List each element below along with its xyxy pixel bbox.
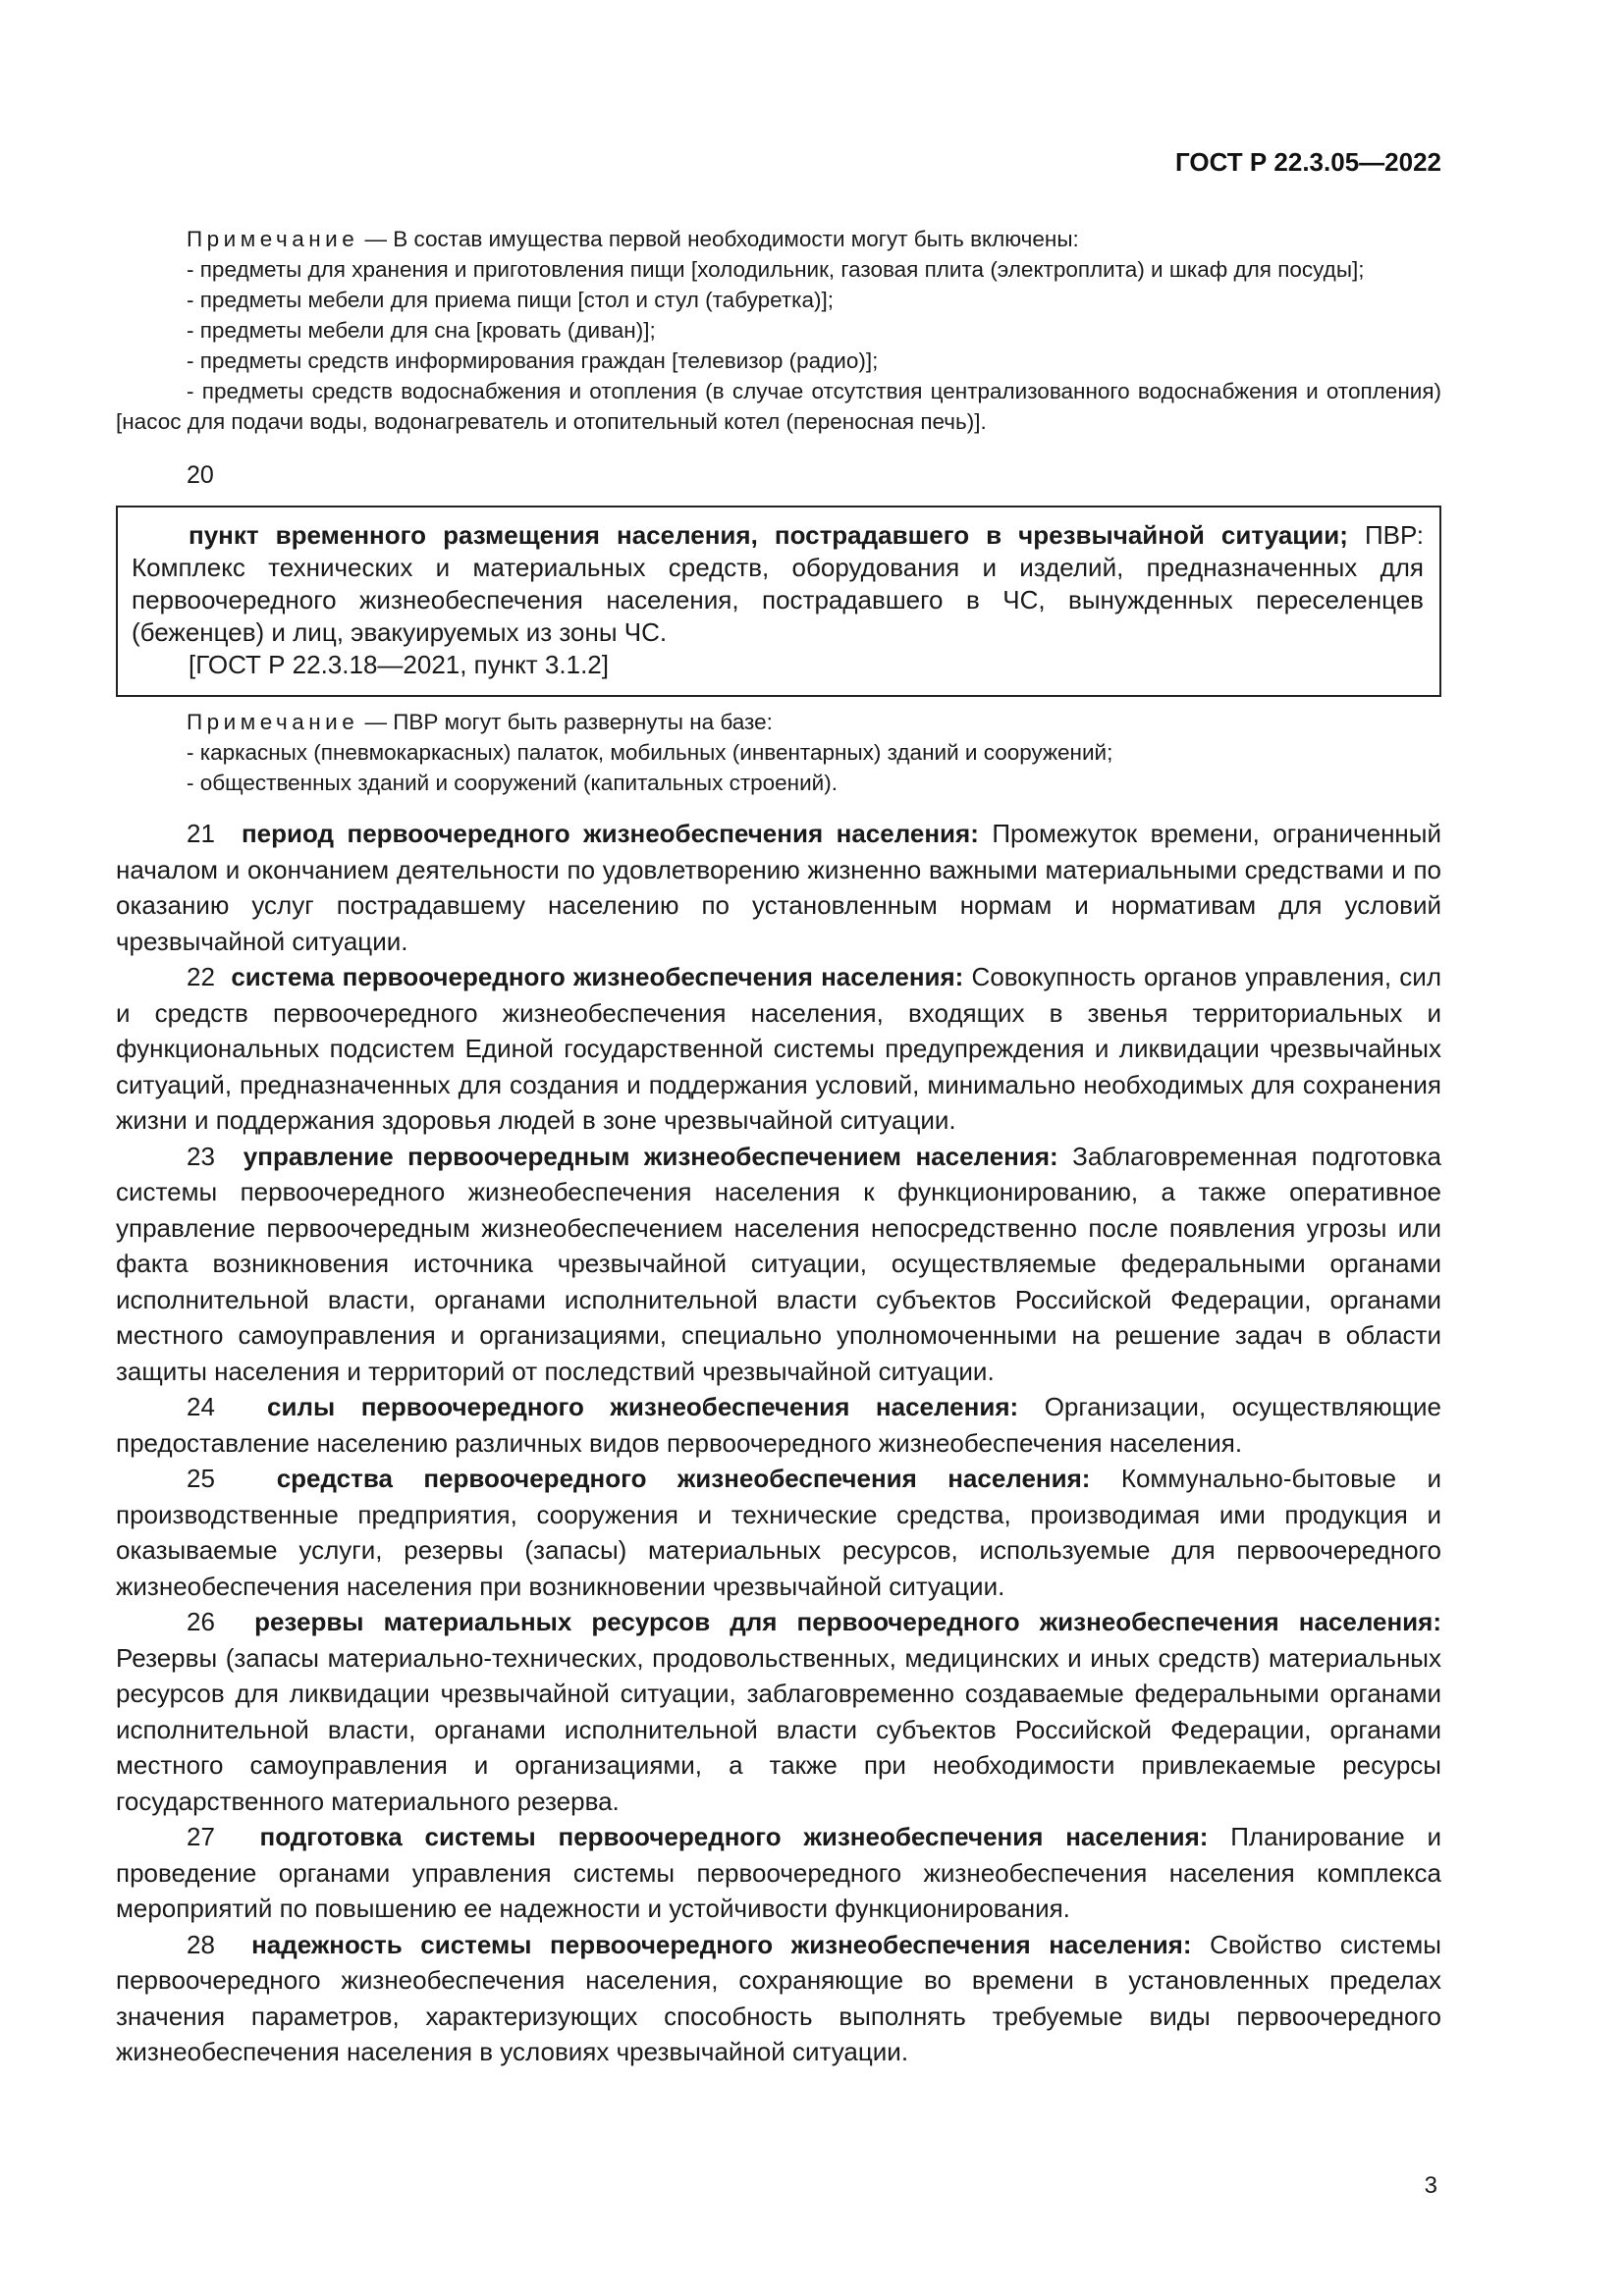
term-27 [116, 1819, 1441, 1927]
term-definition: Организации, осуществляющие предоставление населению различных видов первоочередного жизнеобеспечения населения. [116, 1392, 1441, 1458]
term-21 [116, 816, 1441, 959]
note-1-item: - предметы мебели для сна [кровать (диван)]; [187, 318, 656, 343]
note-1 [116, 224, 1441, 437]
term-number: 23 [187, 1141, 215, 1171]
note-1-item: - предметы мебели для приема пищи [стол и стул (табуретка)]; [187, 288, 835, 312]
term-definition: Резервы (запасы материально-технических, продовольственных, медицинских и иных средств) материальных ресурсов для ликвидации чрезвычайной ситуации, заблаговременно создаваемые федеральными органами исполнительной власти, органами исполнительной власти субъектов Российской Федерации, органами местного самоуправления и организациями, а также при необходимости привлекаемые ресурсы государственного материального резерва. [116, 1642, 1441, 1816]
term-name: резервы материальных ресурсов для первоочередного жизнеобеспечения населения: [254, 1607, 1441, 1636]
definition-box-20 [116, 506, 1441, 697]
term-definition: Коммунально-бытовые и производственные предприятия, сооружения и технические средства, производимая ими продукция и оказываемые услуги, резервы (запасы) материальных ресурсов, используемые для первоочередного жизнеобеспечения населения при возникновении чрезвычайной ситуации. [116, 1464, 1441, 1601]
note-2-item: - общественных зданий и сооружений (капитальных строений). [187, 771, 838, 795]
note-2-intro-text: — ПВР могут быть развернуты на базе: [358, 710, 773, 734]
note-1-item: - предметы средств информирования граждан [телевизор (радио)]; [187, 348, 879, 373]
term-name: надежность системы первоочередного жизнеобеспечения населения: [251, 1929, 1192, 1959]
term-number: 28 [187, 1929, 215, 1959]
term-name: система первоочередного жизнеобеспечения населения: [231, 962, 964, 991]
term-name: средства первоочередного жизнеобеспечения населения: [276, 1464, 1091, 1493]
note-2 [116, 707, 1441, 798]
document-code-header: ГОСТ Р 22.3.05—2022 [1174, 147, 1441, 177]
term-name: силы первоочередного жизнеобеспечения населения: [267, 1392, 1019, 1421]
definition-20-abbr: ПВР: [1347, 520, 1425, 550]
term-name: подготовка системы первоочередного жизнеобеспечения населения: [259, 1822, 1209, 1851]
term-definition: Заблаговременная подготовка системы первоочередного жизнеобеспечения населения к функционированию, а также оперативное управление первоочередным жизнеобеспечением населения непосредственно после появления угрозы или факта возникновения источника чрезвычайной ситуации, осуществляемые федеральными органами исполнительной власти, органами исполнительной власти субъектов Российской Федерации, органами местного самоуправления и организациями, специально уполномоченными на решение задач в области защиты населения и территорий от последствий чрезвычайной ситуации. [116, 1141, 1442, 1386]
page-content [116, 224, 1441, 2070]
term-number: 21 [187, 819, 215, 848]
term-26 [116, 1604, 1441, 1819]
note-1-intro [116, 224, 1441, 254]
note-2-item: - каркасных (пневмокаркасных) палаток, мобильных (инвентарных) зданий и сооружений; [187, 740, 1113, 765]
term-name: управление первоочередным жизнеобеспечением населения: [243, 1141, 1058, 1171]
term-22 [116, 959, 1441, 1139]
item-20-number: 20 [187, 461, 214, 489]
term-number: 24 [187, 1392, 215, 1421]
note-2-intro [116, 707, 1441, 737]
term-definition: Планирование и проведение органами управления системы первоочередного жизнеобеспечения населения комплекса мероприятий по повышению ее надежности и устойчивости функционирования. [116, 1822, 1441, 1923]
term-number: 27 [187, 1822, 215, 1851]
term-23 [116, 1139, 1441, 1390]
term-name: период первоочередного жизнеобеспечения населения: [241, 819, 979, 848]
term-number: 25 [187, 1464, 215, 1493]
page-number: 3 [1424, 2172, 1437, 2199]
note-1-intro-text: — В состав имущества первой необходимости могут быть включены: [358, 227, 1079, 251]
term-25 [116, 1461, 1441, 1604]
term-28 [116, 1927, 1441, 2070]
term-definition: Совокупность органов управления, сил и средств первоочередного жизнеобеспечения населения, входящих в звенья территориальных и функциональных подсистем Единой государственной системы предупреждения и ликвидации чрезвычайных ситуаций, предназначенных для создания и поддержания условий, минимально необходимых для сохранения жизни и поддержания здоровья людей в зоне чрезвычайной ситуации. [116, 962, 1441, 1135]
term-24 [116, 1389, 1441, 1461]
definition-20-term: пункт временного размещения населения, пострадавшего в чрезвычайной ситуации; [189, 520, 1348, 550]
term-number: 22 [187, 962, 215, 991]
note-1-item: - предметы для хранения и приготовления пищи [холодильник, газовая плита (электроплита) и шкаф для посуды]; [187, 257, 1365, 282]
definition-20-text [132, 519, 1424, 649]
term-definition: Промежуток времени, ограниченный началом и окончанием деятельности по удовлетворению жизненно важными материальными средствами и по оказанию услуг пострадавшему населению по установленным нормам и нормативам для условий чрезвычайной ситуации. [116, 819, 1441, 956]
note-1-label: Примечание [187, 227, 359, 251]
note-1-item: - предметы средств водоснабжения и отопления (в случае отсутствия централизованного водоснабжения и отопления) [насос для подачи воды, водонагреватель и отопительный котел (переносная печь)]. [116, 379, 1441, 434]
definition-20-reference: [ГОСТ Р 22.3.18—2021, пункт 3.1.2] [189, 650, 609, 679]
term-number: 26 [187, 1607, 215, 1636]
note-2-label: Примечание [187, 710, 359, 734]
term-definition: Свойство системы первоочередного жизнеобеспечения населения, сохраняющие во времени в установленных пределах значения параметров, характеризующих способность выполнять требуемые виды первоочередного жизнеобеспечения населения в условиях чрезвычайной ситуации. [116, 1929, 1441, 2066]
definition-20-body: Комплекс технических и материальных средств, оборудования и изделий, предназначенных для первоочередного жизнеобеспечения населения, пострадавшего в ЧС, вынужденных переселенцев (беженцев) и лиц, эвакуируемых из зоны ЧС. [132, 553, 1424, 647]
